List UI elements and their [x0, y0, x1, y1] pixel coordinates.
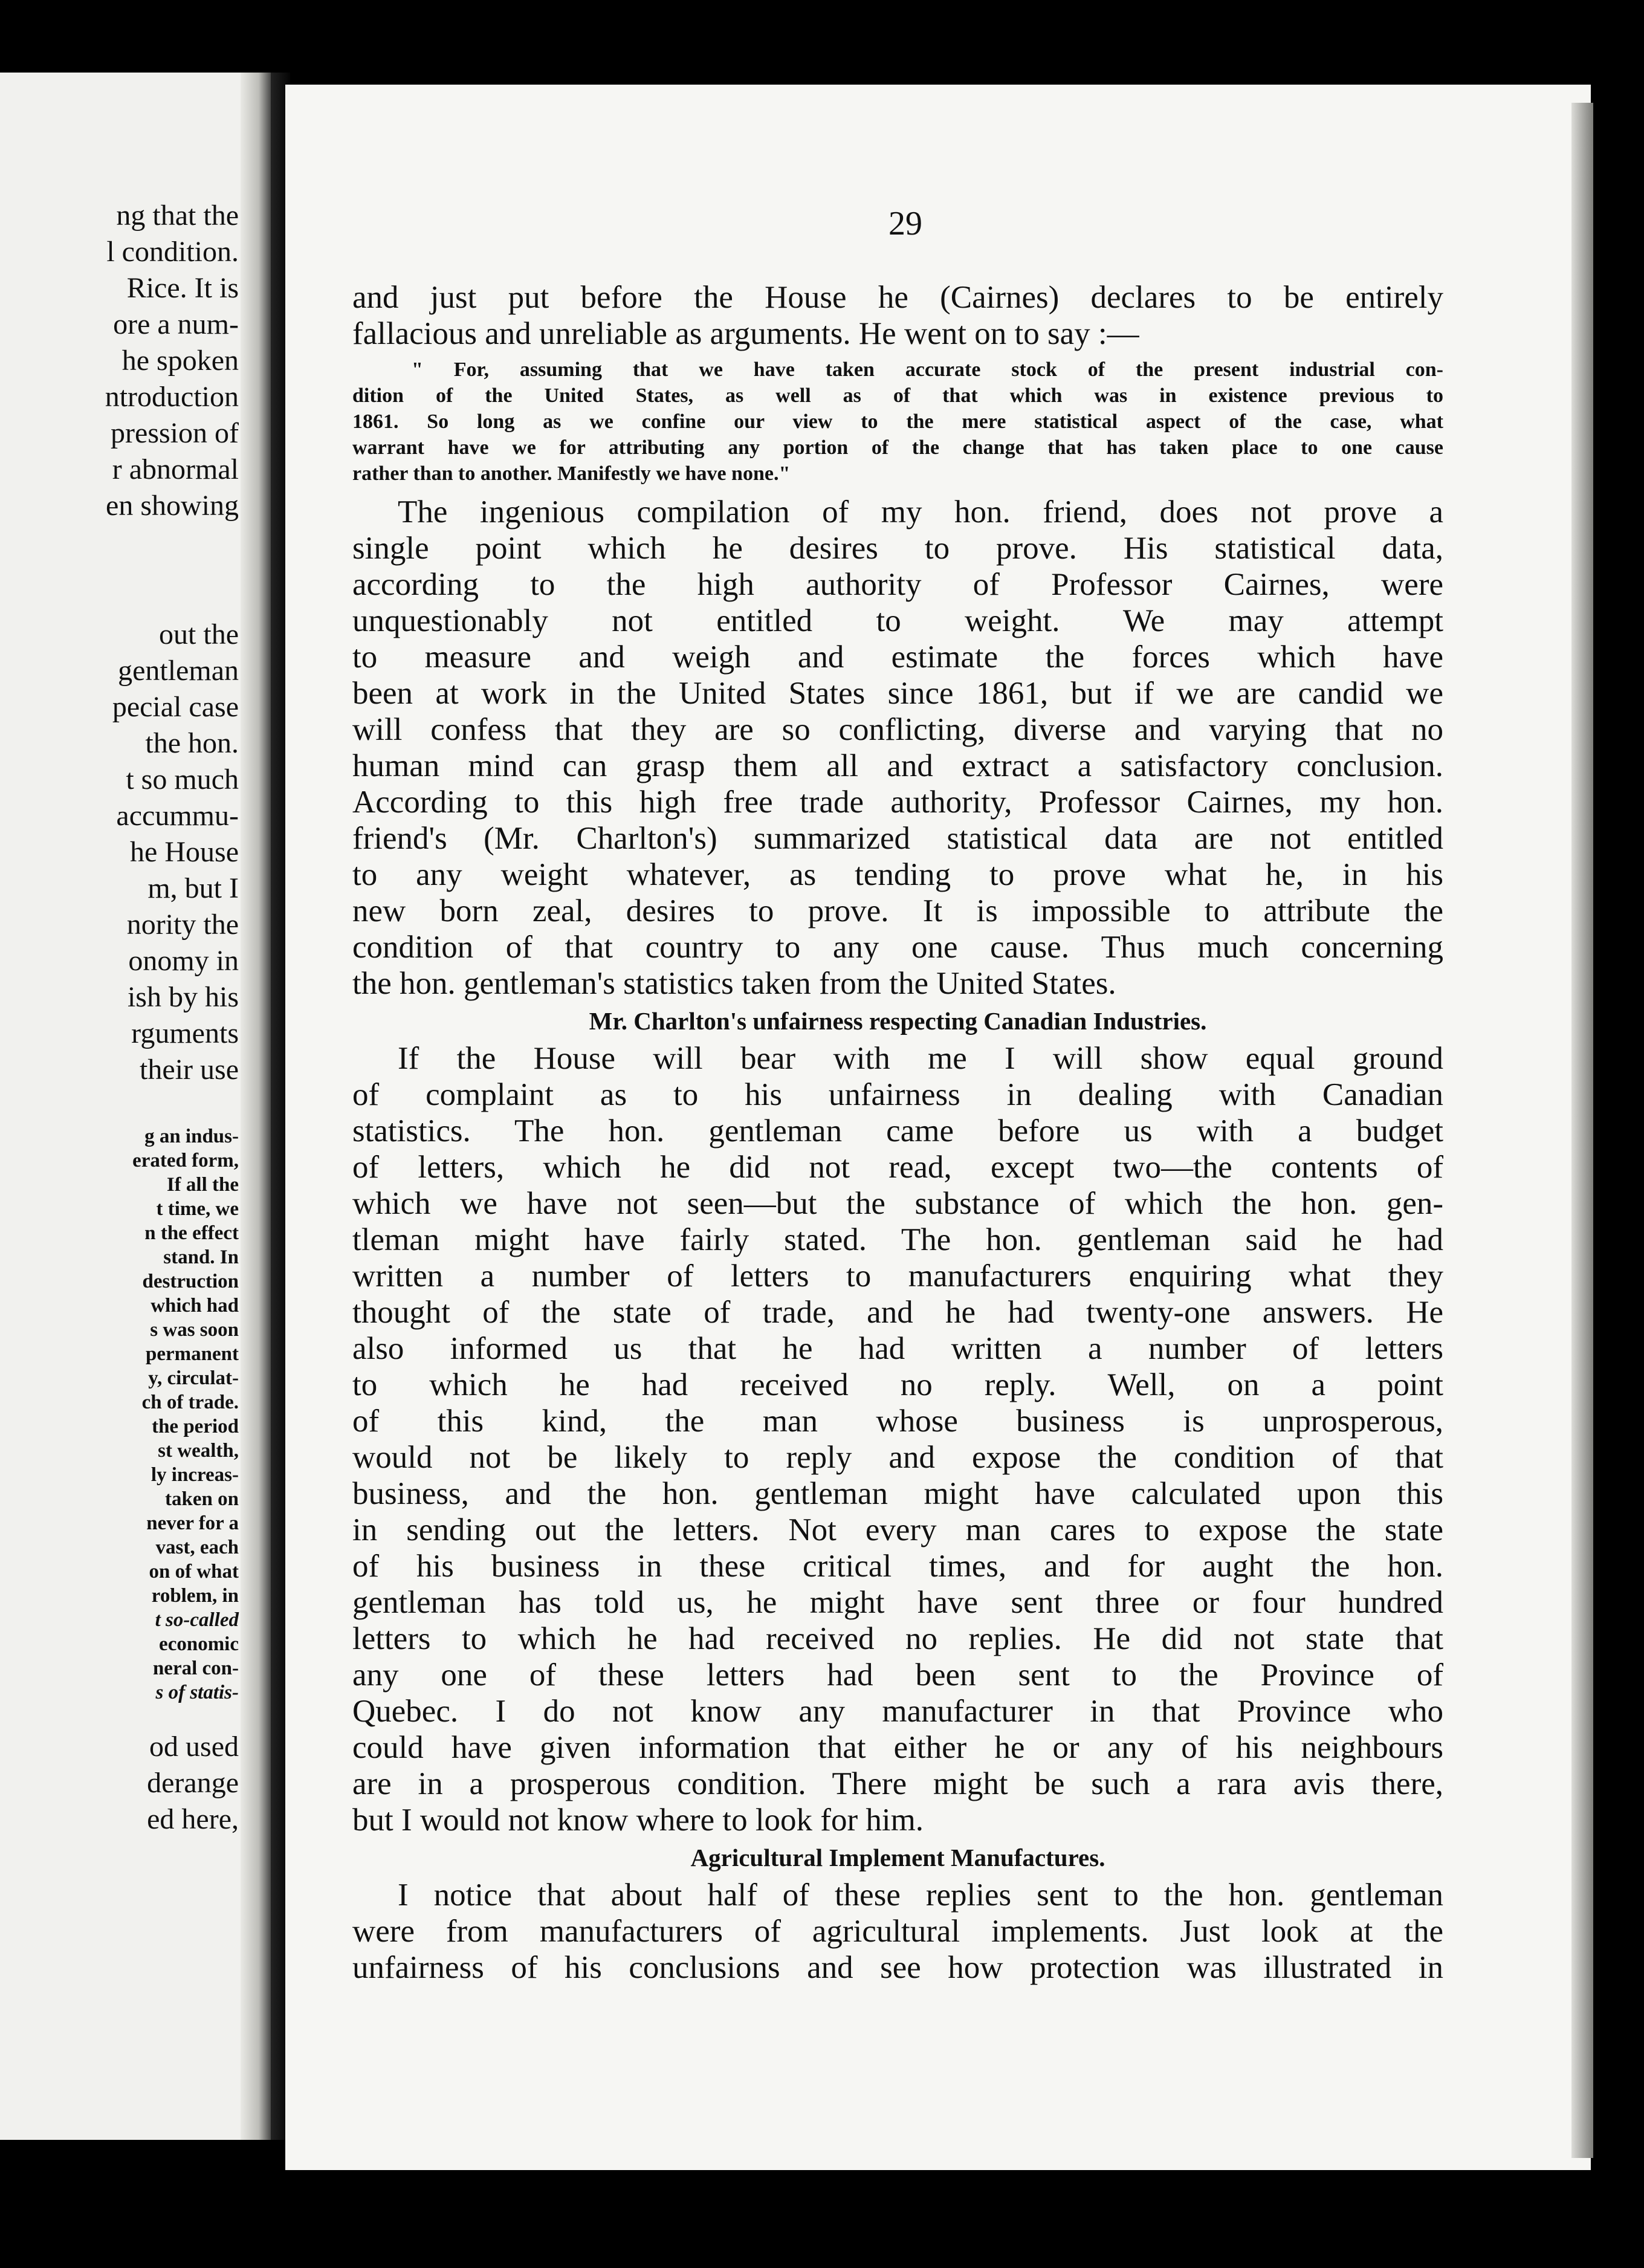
left-page-line: t so-called [155, 1609, 239, 1631]
text-line: written a number of letters to manufacturers enquiring what they [352, 1259, 1443, 1294]
section-heading-canadian-industries: Mr. Charlton's unfairness respecting Canadian Industries. [589, 1007, 1207, 1035]
text-line: gentleman has told us, he might have sent three or four hundred [352, 1585, 1443, 1620]
text-line: statistics. The hon. gentleman came before us with a budget [352, 1113, 1443, 1149]
left-page-line: the hon. [145, 727, 239, 759]
left-page-line: n the effect [144, 1222, 239, 1244]
text-line: will confess that they are so conflicting, diverse and varying that no [352, 712, 1443, 747]
text-line: tleman might have fairly stated. The hon. gentleman said he had [352, 1222, 1443, 1257]
left-page-line: If all the [166, 1174, 239, 1196]
paragraph-intro [352, 279, 1443, 352]
text-line: business, and the hon. gentleman might have calculated upon this [352, 1476, 1443, 1511]
text-line: any one of these letters had been sent to the Province of [352, 1657, 1443, 1693]
left-page-line: never for a [146, 1512, 239, 1534]
text-line: also informed us that he had written a number of letters [352, 1331, 1443, 1366]
block-quote [352, 357, 1443, 487]
text-line: new born zeal, desires to prove. It is impossible to attribute the [352, 893, 1443, 928]
text-line: of complaint as to his unfairness in dealing with Canadian [352, 1077, 1443, 1112]
left-page-line: onomy in [128, 945, 239, 977]
left-page-line: derange [147, 1767, 239, 1799]
text-line: According to this high free trade authority, Professor Cairnes, my hon. [352, 785, 1443, 820]
paragraph-compilation [352, 494, 1443, 1002]
text-line: the hon. gentleman's statistics taken from the United States. [352, 966, 1116, 1001]
text-line: to any weight whatever, as tending to prove what he, in his [352, 857, 1443, 892]
left-page-line: nority the [126, 909, 239, 941]
page-content [352, 279, 1443, 1986]
left-page-line: ed here, [147, 1803, 239, 1835]
paragraph-complaint [352, 1040, 1443, 1838]
left-page-line: rguments [131, 1017, 239, 1049]
left-page-line: m, but I [147, 872, 239, 904]
text-line: thought of the state of trade, and he had twenty-one answers. He [352, 1295, 1443, 1330]
text-line: been at work in the United States since 1861, but if we are candid we [352, 676, 1443, 711]
text-line: to measure and weigh and estimate the forces which have [352, 640, 1443, 675]
left-page-line: l condition. [106, 236, 239, 268]
text-line: If the House will bear with me I will show equal ground [398, 1041, 1443, 1076]
text-line: to which he had received no reply. Well, on a point [352, 1367, 1443, 1402]
left-page-line: ng that the [116, 199, 239, 232]
text-line: according to the high authority of Professor Cairnes, were [352, 567, 1443, 602]
text-line: are in a prosperous condition. There might be such a rara avis there, [352, 1766, 1443, 1801]
text-line: of his business in these critical times, and for aught the hon. [352, 1549, 1443, 1584]
left-page-line: en showing [106, 490, 239, 522]
section-heading-agricultural: Agricultural Implement Manufactures. [690, 1844, 1105, 1871]
left-page-line: r abnormal [112, 453, 239, 485]
left-page-line: out the [159, 618, 239, 650]
left-page-line: ntroduction [105, 381, 239, 413]
text-line: Quebec. I do not know any manufacturer in that Province who [352, 1694, 1443, 1729]
text-line: but I would not know where to look for him. [352, 1803, 924, 1838]
left-page-line: accummu- [116, 800, 239, 832]
left-page-fragment [0, 73, 271, 2140]
left-page-line: t so much [126, 763, 239, 795]
left-page-line: on of what [149, 1561, 239, 1583]
left-page-line: ly increas- [150, 1464, 239, 1486]
text-line: rather than to another. Manifestly we have none." [352, 462, 791, 485]
text-line: warrant have we for attributing any portion of the change that has taken place to one cause [352, 436, 1443, 459]
left-page-line: ish by his [127, 981, 239, 1013]
paragraph-agricultural [352, 1877, 1443, 1986]
text-line: single point which he desires to prove. His statistical data, [352, 531, 1443, 566]
text-line: which we have not seen—but the substance of which the hon. gen- [352, 1186, 1443, 1221]
text-line: letters to which he had received no replies. He did not state that [352, 1621, 1443, 1656]
page-number: 29 [888, 205, 922, 242]
text-line: dition of the United States, as well as of that which was in existence previous to [352, 384, 1443, 407]
left-page-line: neral con- [152, 1657, 239, 1679]
text-line: unfairness of his conclusions and see how protection was illustrated in [352, 1950, 1443, 1985]
left-page-line: pression of [111, 417, 239, 449]
left-page-line: vast, each [155, 1537, 239, 1558]
text-line: and just put before the House he (Cairnes) declares to be entirely [352, 280, 1443, 315]
left-page-line: g an indus- [144, 1126, 239, 1147]
left-page-gutter [241, 73, 271, 2140]
text-line: were from manufacturers of agricultural implements. Just look at the [352, 1914, 1443, 1949]
text-line: condition of that country to any one cause. Thus much concerning [352, 930, 1443, 965]
left-page-line: y, circulat- [148, 1367, 239, 1389]
left-page-line: st wealth, [158, 1440, 239, 1462]
left-page-line: stand. In [163, 1246, 239, 1268]
text-line: The ingenious compilation of my hon. friend, does not prove a [398, 494, 1443, 530]
text-line: of this kind, the man whose business is unprosperous, [352, 1404, 1443, 1439]
text-line: human mind can grasp them all and extract a satisfactory conclusion. [352, 748, 1443, 783]
left-page-line: ch of trade. [141, 1392, 239, 1413]
left-page-line: taken on [165, 1488, 239, 1510]
left-page-line: erated form, [132, 1150, 239, 1171]
text-line: of letters, which he did not read, except two—the contents of [352, 1150, 1443, 1185]
left-page-line: t time, we [156, 1198, 239, 1220]
left-page-line: he spoken [121, 345, 239, 377]
left-page-line: ore a num- [113, 308, 239, 340]
left-page-line: he House [130, 836, 239, 868]
left-page-line: od used [149, 1731, 239, 1763]
left-page-line: which had [150, 1295, 239, 1317]
text-line: fallacious and unreliable as arguments. He went on to say :— [352, 316, 1139, 351]
left-page-line: the period [152, 1416, 239, 1437]
left-page-line: destruction [142, 1271, 239, 1292]
left-page-line: economic [159, 1633, 239, 1655]
text-line: 1861. So long as we confine our view to the mere statistical aspect of the case, what [352, 410, 1443, 433]
text-line: I notice that about half of these replies sent to the hon. gentleman [398, 1878, 1443, 1913]
left-page-line: gentleman [118, 655, 239, 687]
left-page-line: s was soon [150, 1319, 239, 1341]
right-page-edge [1571, 103, 1593, 2158]
text-line: friend's (Mr. Charlton's) summarized statistical data are not entitled [352, 821, 1443, 856]
text-line: in sending out the letters. Not every man cares to expose the state [352, 1512, 1443, 1547]
left-page-line: permanent [146, 1343, 239, 1365]
left-page-line: roblem, in [151, 1585, 239, 1607]
left-page-line: pecial case [112, 691, 239, 723]
text-line: " For, assuming that we have taken accurate stock of the present industrial con- [412, 358, 1443, 381]
text-line: unquestionably not entitled to weight. We may attempt [352, 603, 1443, 638]
left-page-line: s of statis- [155, 1682, 239, 1703]
text-line: could have given information that either he or any of his neighbours [352, 1730, 1443, 1765]
left-page-line: their use [140, 1054, 239, 1086]
text-line: would not be likely to reply and expose the condition of that [352, 1440, 1443, 1475]
left-page-line: Rice. It is [126, 272, 239, 304]
